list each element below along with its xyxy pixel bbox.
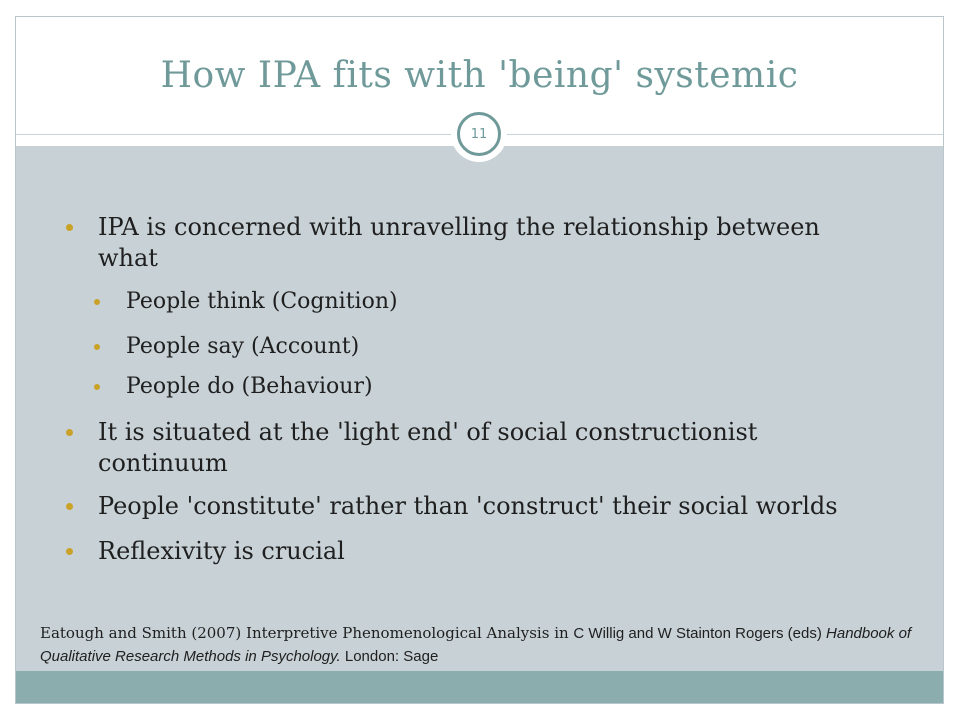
slide-number: 11 [457,112,501,156]
slide-number-badge [451,106,507,162]
slide-title: How IPA fits with 'being' systemic [160,55,799,96]
footer-band [16,671,943,703]
bullet-dot-icon [94,384,100,390]
bullet-dot-icon [66,548,73,555]
bullet-text: IPA is concerned with unravelling the relationship between what [98,213,820,272]
bullet-dot-icon [66,224,73,231]
sub-bullet-item [82,333,842,361]
bullet-text: It is situated at the 'light end' of social constructionist continuum [98,418,758,477]
bullet-item [54,536,874,567]
citation-publisher: London: Sage [340,648,439,665]
bullet-item [54,212,874,274]
content-panel [16,146,943,671]
citation-authors: Eatough and Smith (2007) Interpretive Phenomenological Analysis in [40,624,574,642]
bullet-dot-icon [66,503,73,510]
sub-bullet-text: People think (Cognition) [126,289,398,314]
bullet-dot-icon [66,429,73,436]
bullet-dot-icon [94,344,100,350]
sub-bullet-text: People do (Behaviour) [126,374,373,399]
sub-bullet-item [82,288,842,316]
sub-bullet-item [82,373,842,401]
sub-bullet-text: People say (Account) [126,334,360,359]
bullet-text: Reflexivity is crucial [98,537,345,565]
bullet-item [54,417,874,479]
citation-book-title: Handbook of Qualitative Research Methods in Psychology. [40,625,912,665]
bullet-dot-icon [94,299,100,305]
bullet-text: People 'constitute' rather than 'construct' their social worlds [98,492,838,520]
citation [40,622,920,668]
bullet-item [54,491,874,522]
citation-editors: C Willig and W Stainton Rogers (eds) [573,625,827,642]
